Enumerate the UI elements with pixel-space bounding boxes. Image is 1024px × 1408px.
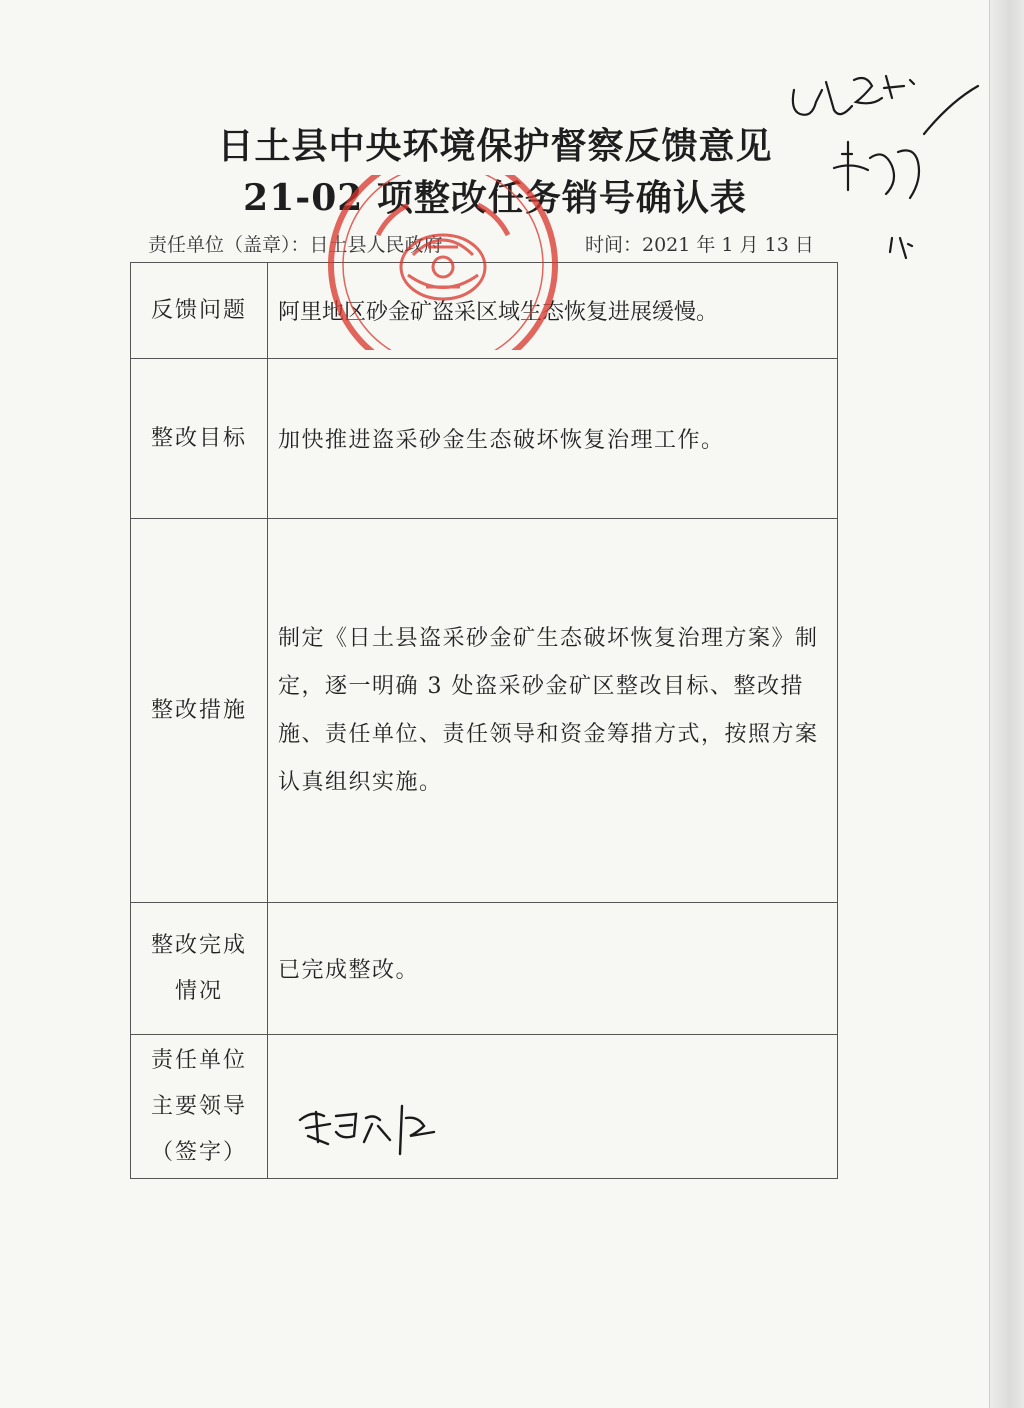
value-completion: 已完成整改。 [268, 903, 838, 1035]
table-row-measures [131, 519, 838, 903]
value-goal: 加快推进盗采砂金生态破坏恢复治理工作。 [268, 359, 838, 519]
label-completion-line2: 情况 [174, 978, 223, 1004]
label-completion [131, 903, 268, 1035]
label-leader-line2: 主要领导 [150, 1093, 247, 1119]
label-completion-line1: 整改完成 [150, 932, 247, 958]
value-measures: 制定《日土县盗采砂金矿生态破坏恢复治理方案》制定，逐一明确 3 处盗采砂金矿区整改目标、整改措施、责任单位、责任领导和资金筹措方式，按照方案认真组织实施。 [268, 519, 838, 903]
table-row-leader [131, 1035, 838, 1179]
label-leader-line3: （签字） [150, 1139, 247, 1165]
confirmation-table [130, 262, 838, 1179]
responsible-unit-label: 责任单位（盖章）：日土县人民政府 [148, 234, 443, 256]
label-leader [131, 1035, 268, 1179]
date-label: 时间：2021 年 1 月 13 日 [585, 234, 814, 256]
label-leader-line1: 责任单位 [150, 1047, 247, 1073]
label-measures: 整改措施 [131, 519, 268, 903]
form-title-line1: 日土县中央环境保护督察反馈意见 [217, 125, 773, 167]
value-feedback: 阿里地区砂金矿盗采区域生态恢复进展缓慢。 [268, 263, 838, 359]
label-feedback: 反馈问题 [131, 263, 268, 359]
table-row-goal [131, 359, 838, 519]
leader-signature-icon [294, 1098, 444, 1158]
handwritten-approval-icon [782, 62, 992, 282]
official-seal-icon [318, 175, 568, 350]
form-title-line2: 21-02 项整改任务销号确认表 [243, 177, 747, 219]
scan-edge [989, 0, 1024, 1408]
table-row-completion [131, 903, 838, 1035]
label-goal: 整改目标 [131, 359, 268, 519]
